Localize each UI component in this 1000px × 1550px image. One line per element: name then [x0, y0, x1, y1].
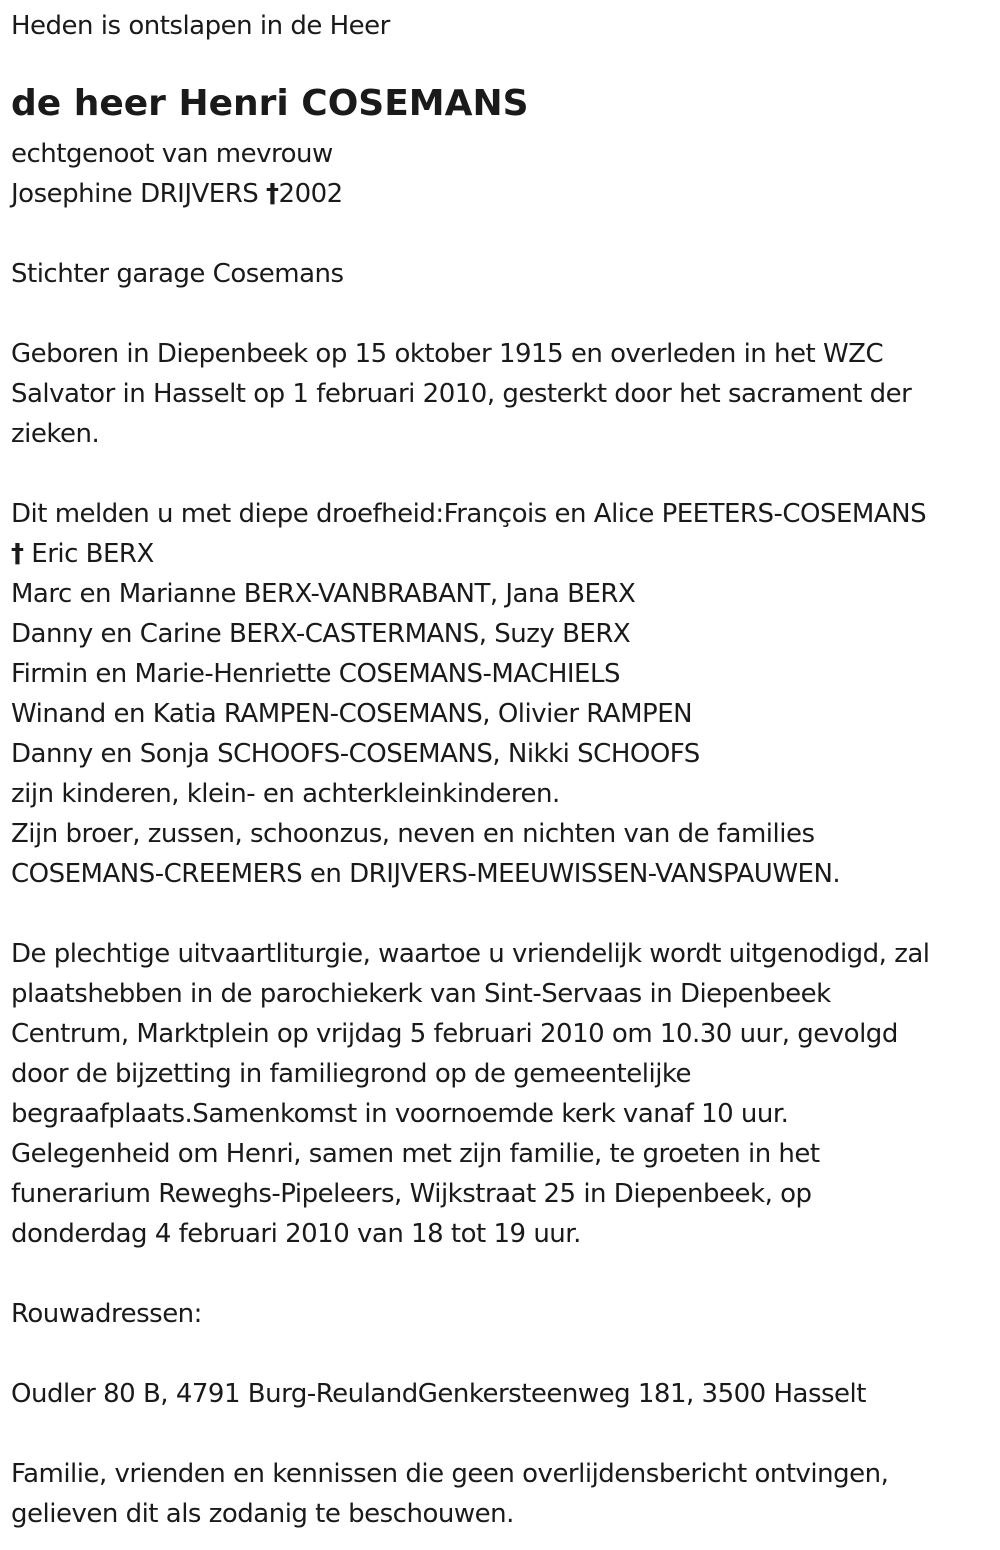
funeral-line: De plechtige uitvaartliturgie, waartoe u vriendelijk wordt uitgenodigd, zal: [11, 939, 930, 969]
family-line: Danny en Carine BERX-CASTERMANS, Suzy BERX: [11, 619, 631, 649]
spouse-name: Josephine DRIJVERS: [11, 179, 259, 209]
birth-death-line: zieken.: [11, 419, 100, 449]
family-line: Danny en Sonja SCHOOFS-COSEMANS, Nikki SCHOOFS: [11, 739, 700, 769]
spouse-death-year: 2002: [278, 179, 343, 209]
spouse-line: echtgenoot van mevrouw: [11, 139, 333, 169]
deceased-name: de heer Henri COSEMANS: [11, 83, 529, 124]
family-intro: Dit melden u met diepe droefheid:François en Alice PEETERS-COSEMANS: [11, 499, 927, 529]
intro-text: Heden is ontslapen in de Heer: [11, 11, 390, 41]
family-line: COSEMANS-CREEMERS en DRIJVERS-MEEUWISSEN-VANSPAUWEN.: [11, 859, 841, 889]
birth-death-line: Geboren in Diepenbeek op 15 oktober 1915 en overleden in het WZC: [11, 339, 884, 369]
birth-death-line: Salvator in Hasselt op 1 februari 2010, gesterkt door het sacrament der: [11, 379, 912, 409]
funeral-line: donderdag 4 februari 2010 van 18 tot 19 uur.: [11, 1219, 581, 1249]
family-line: Marc en Marianne BERX-VANBRABANT, Jana BERX: [11, 579, 636, 609]
addresses-text: Oudler 80 B, 4791 Burg-ReulandGenkersteenweg 181, 3500 Hasselt: [11, 1379, 866, 1409]
family-line: Winand en Katia RAMPEN-COSEMANS, Olivier RAMPEN: [11, 699, 693, 729]
funeral-line: begraafplaats.Samenkomst in voornoemde kerk vanaf 10 uur.: [11, 1099, 789, 1129]
cross-icon: †: [11, 539, 24, 569]
family-line: zijn kinderen, klein- en achterkleinkinderen.: [11, 779, 560, 809]
family-line: Zijn broer, zussen, schoonzus, neven en nichten van de families: [11, 819, 815, 849]
spouse-name-line: [11, 174, 343, 214]
family-deceased-line: [11, 534, 154, 574]
closing-line: Familie, vrienden en kennissen die geen overlijdensbericht ontvingen,: [11, 1459, 889, 1489]
closing-line: gelieven dit als zodanig te beschouwen.: [11, 1499, 514, 1529]
family-line: Firmin en Marie-Henriette COSEMANS-MACHIELS: [11, 659, 620, 689]
family-deceased-name: Eric BERX: [31, 539, 154, 569]
funeral-line: door de bijzetting in familiegrond op de gemeentelijke: [11, 1059, 692, 1089]
funeral-line: Gelegenheid om Henri, samen met zijn familie, te groeten in het: [11, 1139, 820, 1169]
occupation-text: Stichter garage Cosemans: [11, 259, 344, 289]
addresses-label: Rouwadressen:: [11, 1299, 202, 1329]
funeral-line: plaatshebben in de parochiekerk van Sint-Servaas in Diepenbeek: [11, 979, 831, 1009]
cross-icon: †: [266, 179, 279, 209]
funeral-line: Centrum, Marktplein op vrijdag 5 februari 2010 om 10.30 uur, gevolgd: [11, 1019, 898, 1049]
funeral-line: funerarium Reweghs-Pipeleers, Wijkstraat 25 in Diepenbeek, op: [11, 1179, 812, 1209]
